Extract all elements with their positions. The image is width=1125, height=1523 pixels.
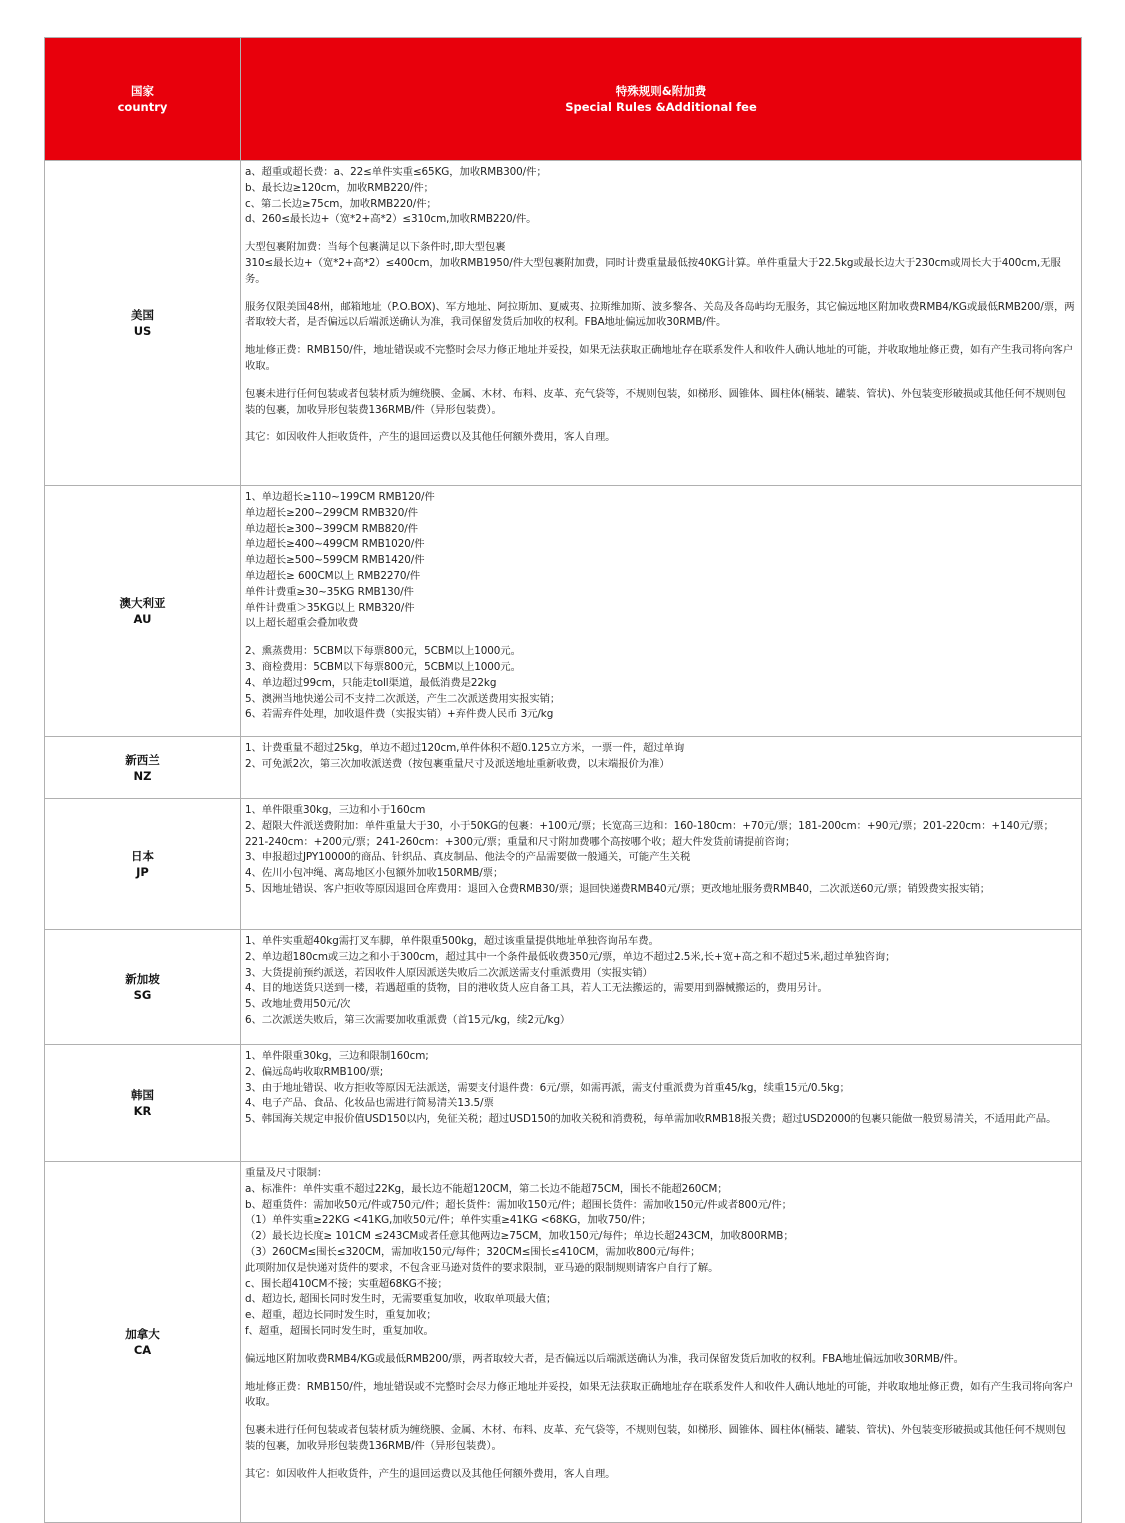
country-header-cn: 国家 — [131, 84, 154, 98]
country-cell — [45, 486, 241, 737]
rule-line: 4、佐川小包冲绳、离岛地区小包额外加收150RMB/票； — [245, 867, 504, 880]
rule-line: 单边超长≥200~299CM RMB320/件 — [245, 506, 418, 519]
country-code: AU — [133, 612, 152, 626]
rule-line: 2、偏远岛屿收取RMB100/票; — [245, 1065, 384, 1078]
rule-line: 包裹未进行任何包装或者包装材质为缠绕膜、金属、木材、布料、皮革、充气袋等，不规则包装，如梯形、圆锥体、圆柱体(桶装、罐装、管状)、外包装变形破损或其他任何不规则包装的包裹，加收异形包装费136RMB/件（异形包装费）。 — [245, 1424, 1066, 1452]
rule-line: b、超重货件：需加收50元/件或750元/件；超长货件：需加收150元/件；超围长货件：需加收150元/件或者800元/件； — [245, 1198, 792, 1211]
rule-line: f、超重，超围长同时发生时，重复加收。 — [245, 1324, 434, 1337]
rule-line: c、第二长边≥75cm，加收RMB220/件； — [245, 197, 437, 210]
rule-line: 大型包裹附加费：当每个包裹满足以下条件时,即大型包裹 — [245, 241, 506, 254]
country-cell — [45, 1162, 241, 1523]
country-code: CA — [133, 1343, 152, 1357]
rule-line: d、260≤最长边+（宽*2+高*2）≤310cm,加收RMB220/件。 — [245, 213, 537, 226]
rules-table — [44, 37, 1082, 1523]
rule-line: 3、大货提前预约派送，若因收件人原因派送失败后二次派送需支付重派费用（实报实销） — [245, 966, 653, 979]
rule-line: 单边超长≥400~499CM RMB1020/件 — [245, 538, 425, 551]
rule-line: 1、单件限重30kg，三边和限制160cm; — [245, 1050, 429, 1062]
country-name-cn: 日本 — [131, 849, 154, 863]
paragraph-gap — [245, 1368, 1076, 1380]
rule-line: 单边超长≥500~599CM RMB1420/件 — [245, 554, 425, 567]
rules-cell — [241, 930, 1082, 1045]
table-row-us — [45, 161, 1082, 486]
rule-line: 6、若需弃件处理，加收退件费（实报实销）+弃件费人民币 3元/kg — [245, 708, 554, 721]
rule-line: 4、目的地送货只送到一楼，若遇超重的货物，目的港收货人应自备工具，若人工无法搬运的，需要用到器械搬运的，费用另计。 — [245, 982, 828, 995]
country-code: JP — [136, 865, 149, 879]
rule-line: （3）260CM≤围长≤320CM，需加收150元/每件；320CM≤围长≤410CM，需加收800元/每件； — [245, 1245, 701, 1258]
country-code: US — [133, 324, 152, 338]
rule-line: 偏远地区附加收费RMB4/KG或最低RMB200/票，两者取较大者，是否偏远以后端派送确认为准，我司保留发货后加收的权利。FBA地址偏远加收30RMB/件。 — [245, 1352, 964, 1365]
rule-line: 以上超长超重会叠加收费 — [245, 617, 359, 630]
rule-line: d、超边长, 超围长同时发生时，无需要重复加收，收取单项最大值； — [245, 1293, 557, 1306]
rule-line: a、超重或超长费：a、22≤单件实重≤65KG，加收RMB300/件； — [245, 166, 547, 178]
rule-line: a、标准件：单件实重不超过22Kg，最长边不能超120CM，第二长边不能超75CM，围长不能超260CM； — [245, 1182, 728, 1195]
rules-cell — [241, 1045, 1082, 1162]
paragraph-gap — [245, 1340, 1076, 1352]
rule-line: 服务仅限美国48州，邮箱地址（P.O.BOX)、军方地址、阿拉斯加、夏威夷、拉斯维加斯、波多黎各、关岛及各岛屿均无服务，其它偏远地区附加收费RMB4/KG或最低RMB200/票，两者取较大者，是否偏远以后端派送确认为准，我司保留发货后加收的权利。FBA地址偏远加收30RMB/件。 — [245, 300, 1075, 329]
paragraph-gap — [245, 1455, 1076, 1467]
paragraph-gap — [245, 1411, 1076, 1423]
rule-line: e、超重，超边长同时发生时，重复加收； — [245, 1309, 437, 1322]
rule-line: 2、超限大件派送费附加：单件重量大于30，小于50KG的包裹：+100元/票；长宽高三边和：160-180cm：+70元/票；181-200cm：+90元/票；201-220cm：+140元/票；221-240cm：+200元/票；241-260cm：+300元/票；重量和尺寸附加费哪个高按哪个收；超大件发货前请提前咨询； — [245, 819, 1054, 848]
rule-line: 6、二次派送失败后，第三次需要加收重派费（首15元/kg，续2元/kg） — [245, 1013, 571, 1026]
rule-line: 4、电子产品、食品、化妆品也需进行简易清关13.5/票 — [245, 1097, 494, 1110]
rule-line: 3、申报超过JPY10000的商品、针织品、真皮制品、他法令的产品需要做一般通关，可能产生关税 — [245, 851, 691, 864]
country-cell — [45, 799, 241, 930]
rules-cell — [241, 1162, 1082, 1523]
rule-line: 5、澳洲当地快递公司不支持二次派送，产生二次派送费用实报实销； — [245, 692, 561, 705]
rules-column-header — [241, 38, 1082, 161]
rule-line: 重量及尺寸限制： — [245, 1167, 328, 1179]
table-row-ca — [45, 1162, 1082, 1523]
country-name-cn: 韩国 — [131, 1088, 154, 1102]
country-code: SG — [133, 988, 152, 1002]
rule-line: 其它：如因收件人拒收货件，产生的退回运费以及其他任何额外费用，客人自理。 — [245, 431, 616, 444]
country-name-cn: 澳大利亚 — [119, 596, 166, 610]
country-code: KR — [133, 1104, 152, 1118]
table-row-nz — [45, 737, 1082, 799]
rule-line: （1）单件实重≥22KG <41KG,加收50元/件；单件实重≥41KG <68KG，加收750/件； — [245, 1214, 652, 1227]
rule-line: 3、由于地址错误、收方拒收等原因无法派送，需要支付退件费：6元/票，如需再派，需支付重派费为首重45/kg，续重15元/0.5kg； — [245, 1081, 850, 1094]
rule-line: 单边超长≥300~399CM RMB820/件 — [245, 522, 418, 535]
country-cell — [45, 737, 241, 799]
rule-line: 3、商检费用：5CBM以下每票800元，5CBM以上1000元。 — [245, 660, 521, 673]
country-header-en: country — [117, 100, 168, 114]
rule-line: 1、单件限重30kg，三边和小于160cm — [245, 804, 426, 816]
rule-line: 1、单件实重超40kg需打叉车脚，单件限重500kg，超过该重量提供地址单独咨询吊车费。 — [245, 935, 659, 947]
rule-line: 4、单边超过99cm，只能走toll渠道，最低消费是22kg — [245, 676, 497, 689]
paragraph-gap — [245, 418, 1076, 430]
rule-line: 地址修正费：RMB150/件，地址错误或不完整时会尽力修正地址并妥投，如果无法获取正确地址存在联系发件人和收件人确认地址的可能，并收取地址修正费，如有产生我司将向客户收取。 — [245, 344, 1074, 372]
rule-line: 5、因地址错误、客户拒收等原因退回仓库费用：退回入仓费RMB30/票；退回快递费RMB40元/票；更改地址服务费RMB40，二次派送60元/票；销毁费实报实销； — [245, 882, 990, 895]
paragraph-gap — [245, 228, 1076, 240]
rule-line: 单边超长≥ 600CM以上 RMB2270/件 — [245, 569, 421, 582]
rules-cell — [241, 486, 1082, 737]
rules-cell — [241, 799, 1082, 930]
rules-cell — [241, 737, 1082, 799]
rule-line: 包裹未进行任何包装或者包装材质为缠绕膜、金属、木材、布料、皮革、充气袋等，不规则包装，如梯形、圆锥体、圆柱体(桶装、罐装、管状)、外包装变形破损或其他任何不规则包装的包裹，加收异形包装费136RMB/件（异形包装费）。 — [245, 387, 1066, 416]
paragraph-gap — [245, 632, 1076, 644]
country-cell — [45, 1045, 241, 1162]
rule-line: 2、单边超180cm或三边之和小于300cm，超过其中一个条件最低收费350元/票，单边不超过2.5米,长+宽+高之和不超过5米,超过单独咨询； — [245, 950, 896, 963]
rules-header-cn: 特殊规则&附加费 — [615, 84, 707, 98]
rule-line: 1、单边超长≥110~199CM RMB120/件 — [245, 491, 435, 503]
country-column-header — [45, 38, 241, 161]
rule-line: 单件计费重＞35KG以上 RMB320/件 — [245, 601, 415, 614]
rule-line: c、围长超410CM不接；实重超68KG不接； — [245, 1277, 448, 1290]
country-name-cn: 新加坡 — [125, 972, 160, 986]
paragraph-gap — [245, 375, 1076, 387]
rule-line: 2、熏蒸费用：5CBM以下每票800元，5CBM以上1000元。 — [245, 645, 521, 658]
rule-line: 此项附加仅是快递对货件的要求，不包含亚马逊对货件的要求限制，亚马逊的限制规则请客户自行了解。 — [245, 1261, 719, 1274]
table-row-sg — [45, 930, 1082, 1045]
rule-line: 2、可免派2次，第三次加收派送费（按包裹重量尺寸及派送地址重新收费，以末端报价为准） — [245, 757, 670, 770]
country-name-cn: 新西兰 — [125, 752, 160, 767]
country-name-cn: 加拿大 — [125, 1327, 160, 1341]
rule-line: 5、改地址费用50元/次 — [245, 998, 351, 1011]
country-name-cn: 美国 — [131, 308, 154, 322]
rule-line: 其它：如因收件人拒收货件，产生的退回运费以及其他任何额外费用，客人自理。 — [245, 1467, 616, 1480]
country-code: NZ — [133, 768, 152, 783]
rules-header-en: Special Rules &Additional fee — [565, 100, 757, 114]
table-row-kr — [45, 1045, 1082, 1162]
rule-line: 地址修正费：RMB150/件，地址错误或不完整时会尽力修正地址并妥投，如果无法获取正确地址存在联系发件人和收件人确认地址的可能，并收取地址修正费，如有产生我司将向客户收取。 — [245, 1380, 1074, 1409]
paragraph-gap — [245, 331, 1076, 343]
rules-cell — [241, 161, 1082, 486]
country-cell — [45, 930, 241, 1045]
rule-line: 310≤最长边+（宽*2+高*2）≤400cm，加收RMB1950/件大型包裹附加费，同时计费重量最低按40KG计算。单件重量大于22.5kg或最长边大于230cm或周长大于400cm,无服务。 — [245, 256, 1061, 285]
rule-line: （2）最长边长度≥ 101CM ≤243CM或者任意其他两边≥75CM，加收150元/每件；单边长超243CM，加收800RMB； — [245, 1230, 794, 1243]
rule-line: 1、计费重量不超过25kg，单边不超过120cm,单件体积不超0.125立方米，一票一件，超过单询 — [245, 742, 685, 754]
table-row-au — [45, 486, 1082, 737]
country-cell — [45, 161, 241, 486]
paragraph-gap — [245, 288, 1076, 300]
rule-line: 5、韩国海关规定申报价值USD150以内，免征关税；超过USD150的加收关税和消费税，每单需加收RMB18报关费；超过USD2000的包裹只能做一般贸易清关，不适用此产品。 — [245, 1113, 1057, 1126]
table-row-jp — [45, 799, 1082, 930]
rule-line: b、最长边≥120cm，加收RMB220/件； — [245, 181, 434, 194]
table-header-row — [45, 38, 1082, 161]
rule-line: 单件计费重≥30~35KG RMB130/件 — [245, 585, 414, 598]
